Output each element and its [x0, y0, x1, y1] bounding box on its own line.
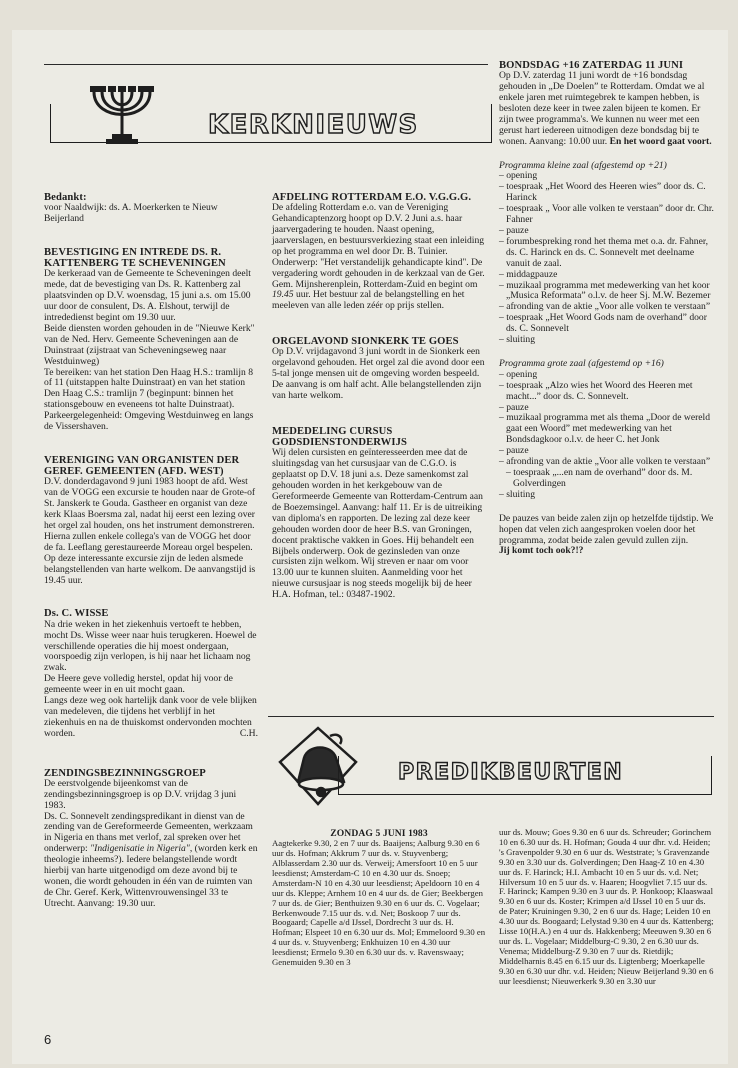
- list-item: – afronding van de aktie „Voor alle volken te verstaan”: [499, 456, 711, 468]
- list-item: – pauze: [499, 401, 529, 413]
- bevestiging-body-3: Te bereiken: van het station Den Haag H.S.: tramlijn 8 of 11 (uitstappen halte Duinstraat) en van het station Den Haag C.S.: tramlijn 7 (beginpunt: binnen het stationsgebouw en eveneens tot halte Duinstraat). Parkeergelegenheid: Omgeving Westduinweg en langs de Vissershaven.: [44, 366, 254, 433]
- bondsdag-emph: En het woord gaat voort.: [609, 135, 712, 147]
- list-item: – toespraak „Alzo wies het Woord des Heeren met macht...” door ds. C. Sonnevelt.: [499, 379, 693, 402]
- cursus-body: Wij delen cursisten en geïnteresseerden mee dat de sluitingsdag van het cursusjaar van de C.G.O. is geplaatst op D.V. 18 juni a.s. Deze samenkomst zal gehouden worden in het kerkgebouw van de Gereformeerde Gemeente van Rotterdam-Centrum aan de Boezemsingel. Aanvang: half 11. Er is de uitreiking van diploma's en rapporten. De lezing zal deze keer gehouden worden door de heer B.S. van Groningen, docent praktische vakken in Goes. Hij behandelt een Bijbels onderwerp. Ook de gezinsleden van onze cursisten zijn welkom. Wij streven er naar om voor 13.00 uur te kunnen sluiten. Aanmelding voor het nieuwe cursusjaar is nog steeds mogelijk bij de heer H.A. Hofman, tel.: 03487-1902.: [272, 447, 483, 601]
- bondsdag-body-text: Op D.V. zaterdag 11 juni wordt de +16 bondsdag gehouden in „De Doelen” te Rotterdam. Omdat we al enkele jaren met ruimtegebrek te kampen hebben, is besloten deze keer in twee zalen bijeen te komen. Er zijn twee programma's. We kunnen nu weer met een gerust hart iedereen uitnodigen deze bondsdag bij te wonen. Aanvang: 10.00 uur.: [499, 70, 705, 147]
- zending-heading: ZENDINGSBEZINNINGSGROEP: [44, 767, 206, 779]
- bevestiging-heading: BEVESTIGING EN INTREDE DS. R. KATTENBERG TE SCHEVENINGEN: [44, 247, 226, 270]
- list-item: – toespraak „Het Woord des Heeren wies” door ds. C. Harinck: [499, 181, 706, 204]
- bondsdag-column: [499, 60, 717, 557]
- list-item: – toespraak „...en nam de overhand” door ds. M. Golverdingen: [506, 467, 693, 489]
- bondsdag-closing-bold: Jij komt toch ook?!?: [499, 545, 584, 557]
- predik-column-1: [272, 828, 486, 968]
- afdeling-heading: AFDELING ROTTERDAM E.O. V.G.G.G.: [272, 192, 472, 203]
- afdeling-body: De afdeling Rotterdam e.o. van de Vereniging Gehandicaptenzorg hoopt op D.V. 2 Juni a.s. haar jaarvergadering te houden. Naast opening, jaarverslagen, en bestuursverkiezing staat een inleiding op het programma en wel door Dr. B. Tuinier. Onderwerp: "Het verstandelijk gehandicapte kind". De vergadering wordt gehouden in de kerkzaal van de Ger. Gem. Mijnsherenplein, Rotterdam-Zuid en begint om 19.45 uur. Het bestuur zal de belangstelling en het meeleven van alle leden zéér op prijs stellen.: [272, 202, 485, 312]
- vereniging-heading: VERENIGING VAN ORGANISTEN DER GEREF. GEMEENTEN (AFD. WEST): [44, 455, 240, 478]
- predik-top-rule: [268, 716, 714, 717]
- program-small-title: Programma kleine zaal (afgestemd op +21): [499, 159, 667, 171]
- list-item: – muzikaal programma met medewerking van het koor „Musica Reformata” o.l.v. de heer Sj. M.W. Bezemer: [499, 279, 711, 302]
- orgel-heading: ORGELAVOND SIONKERK TE GOES: [272, 336, 459, 348]
- wisse-body-2: De Heere geve volledig herstel, opdat hij voor de gemeente weer in en uit mocht gaan.: [44, 673, 233, 696]
- zending-body-2: Ds. C. Sonnevelt zendingspredikant in dienst van de zending van de Gereformeerde Gemeenten, werkzaam in Nigeria en thans met verlof, zal spreken over het onderwerp: "Indigenisatie in Nigeria", (worden kerk en theologie inheems?). Iedere belangstellende wordt hierbij van harte uitgenodigd om deze avond bij te wonen, die wordt gehouden in één van de ruimten van de Chr. Geref. Kerk, Wittenvrouwensingel 33 te Utrecht. Aanvang: 19.30 uur.: [44, 810, 258, 909]
- list-item: – afronding van de aktie „Voor alle volken te verstaan”: [499, 301, 711, 313]
- bedankt-body: voor Naaldwijk: ds. A. Moerkerken te Nieuw Beijerland: [44, 202, 218, 225]
- bevestiging-body-1: De kerkeraad van de Gemeente te Scheveningen deelt mede, dat de bevestiging van Ds. R. Kattenberg zal plaatsvinden op D.V. woensdag, 15 juni a.s. om 15.00 uur door de consulent, Ds. A. Elshout, terwijl de intrededienst begint om 19.30 uur.: [44, 268, 251, 324]
- list-item: – sluiting: [499, 334, 535, 346]
- middle-column: [272, 192, 488, 601]
- predik-column-2: [499, 828, 715, 987]
- bedankt-heading: Bedankt:: [44, 192, 87, 203]
- wisse-body-3: Langs deze weg ook hartelijk dank voor de vele blijken van medeleven, die tijdens het verblijf in het ziekenhuis en na de thuiskomst ondervonden mochten worden. C.H.: [44, 695, 258, 739]
- orgel-body: Op D.V. vrijdagavond 3 juni wordt in de Sionkerk een orgelavond gehouden. Het orgel zal die avond door een 5-tal jonge mensen uit de omgeving worden bespeeld. De aanvang is om half acht. Alle belangstellenden zijn van harte welkom.: [272, 346, 485, 402]
- program-large-title: Programma grote zaal (afgestemd op +16): [499, 357, 664, 369]
- bevestiging-body-2: Beide diensten worden gehouden in de "Nieuwe Kerk" van de Ned. Herv. Gemeente Scheveningen aan de Duinstraat (zijstraat van Scheveningseweg naar Westduinweg): [44, 322, 255, 367]
- wisse-signature: C.H.: [239, 727, 258, 739]
- list-item: – opening: [499, 170, 538, 182]
- zending-body-1: De eerstvolgende bijeenkomst van de zendingsbezinningsgroep is op D.V. vrijdag 3 juni 1983.: [44, 777, 237, 811]
- program-small-list: [499, 171, 717, 346]
- predik-heading: ZONDAG 5 JUNI 1983: [330, 828, 428, 839]
- list-item: – opening: [499, 368, 538, 380]
- page-title: KERKNIEUWS: [208, 110, 419, 140]
- list-item: – forumbespreking rond het thema met o.a. dr. Fahner, ds. C. Harinck en ds. C. Sonnevelt met deelname vanuit de zaal.: [499, 235, 709, 269]
- left-column: [44, 192, 258, 910]
- wisse-heading: Ds. C. WISSE: [44, 608, 109, 620]
- bondsdag-body: [499, 71, 717, 147]
- list-item: – toespraak „Het Woord Gods nam de overhand” door ds. C. Sonnevelt: [499, 312, 707, 335]
- bondsdag-closing: De pauzes van beide zalen zijn op hetzelfde tijdstip. We hopen dat velen zich aangesproken voelen door het programma, zodat beide zalen gevuld zullen zijn.: [499, 512, 714, 546]
- kerknieuws-banner: [42, 82, 492, 154]
- list-item: – pauze: [499, 445, 529, 457]
- page-number: 6: [44, 1032, 52, 1047]
- top-rule: [44, 64, 488, 65]
- list-item: – pauze: [499, 224, 529, 236]
- list-item: – middagpauze: [499, 268, 558, 280]
- predik-text-1: Aagtekerke 9.30, 2 en 7 uur ds. Baaijens; Aalburg 9.30 en 6 uur ds. Hofman; Akkrum 7 uur ds. v. Stuyvenberg; Alblasserdam 2.30 uur ds. Verweij; Amersfoort 10 en 5 uur leesdienst; Amsterdam-C 10 en 4.30 uur ds. Snoep; Amsterdam-N 10 en 4.30 uur leesdienst; Apeldoorn 10 en 4 uur ds. Kleppe; Arnhem 10 en 4 uur ds. de Gier; Beekbergen 7 uur ds. de Gier; Benthuizen 9.30 en 6 uur ds. C. Vogelaar; Berkenwoude 7.15 uur ds. v.d. Net; Boskoop 7 uur ds. Boogaard; Capelle a/d IJssel, Dordrecht 3 uur ds. H. Hofman; Elspeet 10 en 6.30 uur ds. Mol; Emmeloord 9.30 en 4 uur ds. v. Stuyvenberg; Enkhuizen 10 en 4.30 uur leesdienst; Ermelo 9.30 en 6.30 uur ds. v. Ravenswaay; Genemuiden 9.30 en 3: [272, 838, 486, 968]
- list-item: – toespraak „ Voor alle volken te verstaan” door dr. Chr. Fahner: [499, 203, 714, 226]
- program-large-list: [499, 370, 717, 501]
- cursus-heading: MEDEDELING CURSUS GODSDIENSTONDERWIJS: [272, 426, 407, 449]
- bondsdag-heading: BONDSDAG +16 ZATERDAG 11 JUNI: [499, 60, 684, 71]
- list-item: – muzikaal programma met als thema „Door de wereld gaat een Woord” met medewerking van het Bondsdagkoor o.l.v. de heer C. het Jonk: [499, 412, 710, 446]
- predik-text-2: uur ds. Mouw; Goes 9.30 en 6 uur ds. Schreuder; Gorinchem 10 en 6.30 uur ds. H. Hofman; Gouda 4 uur dhr. v.d. Heiden; 's Gravenpolder 9.30 en 6 uur ds. Weststrate; 's Gravenzande 9.30 en 3.30 uur ds. Golverdingen; Den Haag-Z 10 en 4.30 uur ds. F. Harinck; H.I. Ambacht 10 en 5 uur ds. v.d. Net; Hilversum 10 en 5 uur ds. v. Haaren; Hoogvliet 7.15 uur ds. F. Harinck; Kampen 9.30 en 3 uur ds. P. Honkoop; Klaaswaal 9.30 en 6 uur ds. Koster; Krimpen a/d IJssel 10 en 5 uur ds. de Pater; Kruiningen 9.30, 2 en 6 uur ds. Hage; Leiden 10 en 4.30 uur ds. Boogaard; Lelystad 9.30 en 4 uur ds. Kattenberg; Lisse 10(H.A.) en 4 uur ds. Hakkenberg; Meeuwen 9.30 en 6 uur ds. L. Vogelaar; Middelburg-C 9.30, 2 en 6.30 uur ds. Venema; Middelburg-Z 9.30 en 7 uur ds. Rietdijk; Middelharnis 8.45 en 6.15 uur ds. Ligtenberg; Moerkapelle 9.30 en 6.30 uur dhr. v.d. Heiden; Nieuw Beijerland 9.30 en 6 uur leesdienst; Nieuwerkerk 9.30 en 3.30 uur: [499, 827, 714, 986]
- wisse-body-1: Na drie weken in het ziekenhuis vertoeft te hebben, mocht Ds. Wisse weer naar huis terugkeren. Hoewel de verschillende operaties die hij moest ondergaan, voorspoedig zijn verlopen, is hij naar het lichaam nog zwak.: [44, 618, 257, 674]
- vereniging-body: D.V. donderdagavond 9 juni 1983 hoopt de afd. West van de VOGG een excursie te houden naar de Grote-of St. Janskerk te Gouda. Gastheer en organist van deze kerk Klaas Boersma zal, nadat hij eerst een lezing over het orgel zal houden, ons het instrument demonstreren. Hierna zullen enkele collega's van de VOGG het door de fa. Leeflang gerestaureerde Moreau orgel bespelen. Op deze interessante excursie zijn de leden alsmede belangstellenden van harte welkom. De aanvangstijd is 19.45 uur.: [44, 476, 256, 586]
- predikbeurten-title: PREDIKBEURTEN: [398, 760, 624, 785]
- list-item: – sluiting: [499, 488, 535, 500]
- predikbeurten-banner: [268, 722, 714, 814]
